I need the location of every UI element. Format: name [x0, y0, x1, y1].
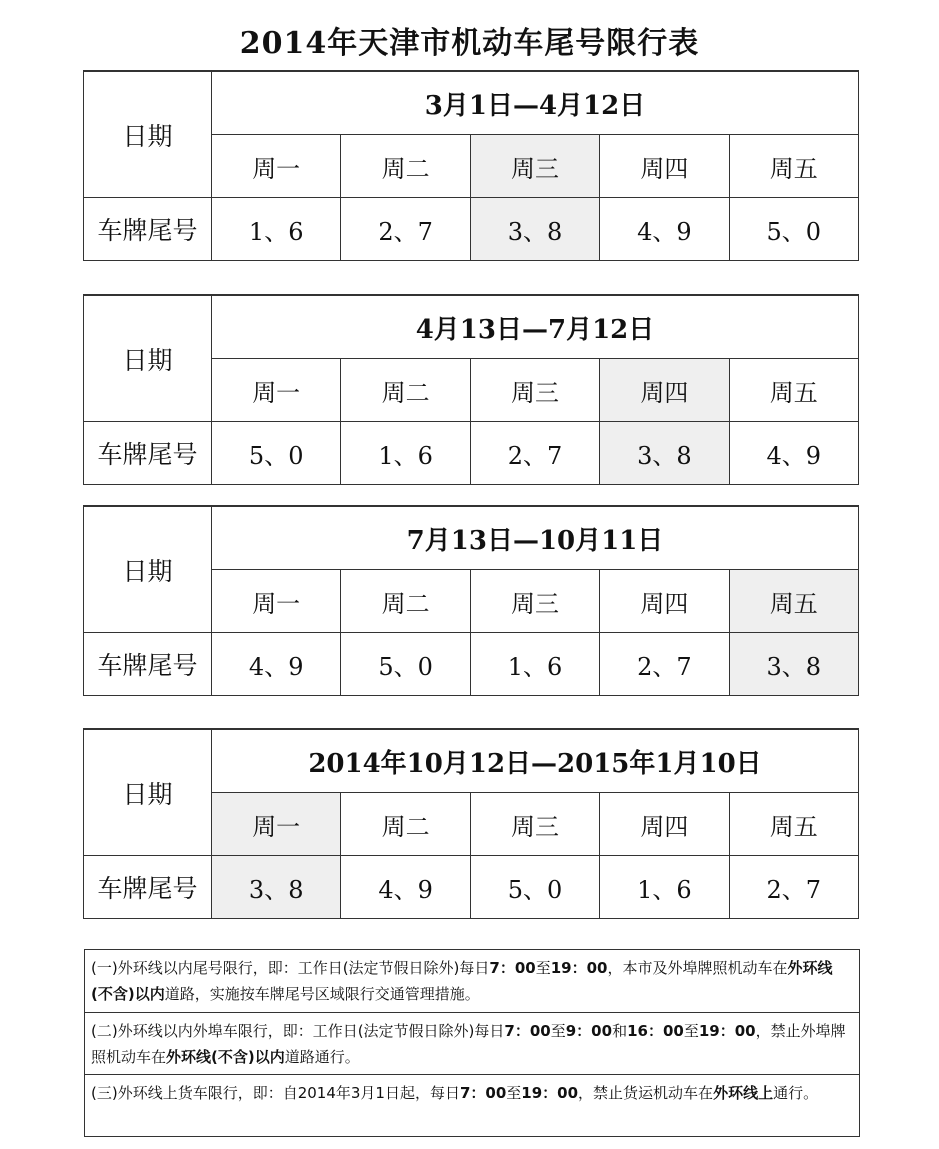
schedule-table-1 [83, 70, 859, 261]
plate-cell: 1、6 [212, 198, 341, 261]
note-emphasis: 7：00 [504, 1022, 551, 1040]
note-emphasis: 7：00 [489, 959, 536, 977]
note-text: ，本市及外埠牌照机动车在 [607, 959, 788, 977]
note-emphasis: 16：00 [627, 1022, 684, 1040]
schedule-table-3 [83, 505, 859, 696]
note-text: (一)外环线以内尾号限行，即：工作日(法定节假日除外)每日 [91, 959, 490, 977]
note-text: (三)外环线上货车限行，即：自2014年3月1日起，每日 [91, 1084, 460, 1102]
weekday-cell: 周三 [470, 793, 599, 856]
plate-label: 车牌尾号 [84, 633, 212, 696]
note-text: 道路通行。 [284, 1048, 360, 1066]
plate-cell-highlighted: 3、8 [470, 198, 599, 261]
weekday-cell: 周三 [470, 359, 599, 422]
plate-cell: 4、9 [341, 856, 470, 919]
weekday-cell-highlighted: 周四 [600, 359, 729, 422]
weekday-cell: 周二 [341, 135, 470, 198]
weekday-cell-highlighted: 周一 [212, 793, 341, 856]
note-text: ，禁止货运机动车在 [578, 1084, 714, 1102]
note-text: 和 [612, 1022, 628, 1040]
plate-cell: 2、7 [729, 856, 858, 919]
note-text: 通行。 [773, 1084, 819, 1102]
date-range: 4月13日—7月12日 [212, 295, 859, 359]
note-text: 至 [535, 959, 551, 977]
plate-label: 车牌尾号 [84, 198, 212, 261]
note-emphasis: 19：00 [698, 1022, 756, 1040]
note-text: 至 [506, 1084, 522, 1102]
schedule-table-2 [83, 294, 859, 485]
weekday-cell: 周四 [600, 570, 729, 633]
plate-cell-highlighted: 3、8 [600, 422, 729, 485]
plate-cell: 5、0 [341, 633, 470, 696]
date-range: 3月1日—4月12日 [212, 71, 859, 135]
weekday-cell: 周一 [212, 359, 341, 422]
notes-box [84, 949, 860, 1137]
note-emphasis: 19：00 [550, 959, 608, 977]
plate-cell: 1、6 [600, 856, 729, 919]
plate-cell: 4、9 [600, 198, 729, 261]
note-1 [85, 950, 859, 1012]
note-text: 至 [550, 1022, 566, 1040]
plate-cell: 2、7 [341, 198, 470, 261]
plate-cell-highlighted: 3、8 [212, 856, 341, 919]
weekday-cell: 周一 [212, 135, 341, 198]
date-label: 日期 [84, 506, 212, 633]
date-range: 7月13日—10月11日 [212, 506, 859, 570]
date-label: 日期 [84, 71, 212, 198]
weekday-cell: 周三 [470, 570, 599, 633]
weekday-cell: 周四 [600, 793, 729, 856]
plate-cell: 2、7 [470, 422, 599, 485]
note-emphasis: 7：00 [459, 1084, 507, 1102]
note-text: 至 [683, 1022, 699, 1040]
plate-cell-highlighted: 3、8 [729, 633, 858, 696]
date-range: 2014年10月12日—2015年1月10日 [212, 729, 859, 793]
note-text: ，禁止外埠牌照机动车在 [91, 1022, 846, 1066]
weekday-cell: 周五 [729, 793, 858, 856]
plate-cell: 1、6 [470, 633, 599, 696]
weekday-cell: 周二 [341, 793, 470, 856]
date-label: 日期 [84, 729, 212, 856]
plate-cell: 2、7 [600, 633, 729, 696]
plate-cell: 5、0 [212, 422, 341, 485]
schedule-table-4 [83, 728, 859, 919]
plate-cell: 4、9 [729, 422, 858, 485]
weekday-cell: 周一 [212, 570, 341, 633]
note-emphasis: 外环线上 [713, 1084, 774, 1102]
plate-label: 车牌尾号 [84, 856, 212, 919]
date-label: 日期 [84, 295, 212, 422]
page-title: 2014年天津市机动车尾号限行表 [239, 26, 700, 61]
note-emphasis: 外环线(不含)以内 [166, 1048, 285, 1066]
weekday-cell: 周五 [729, 359, 858, 422]
note-text: (二)外环线以内外埠车限行，即：工作日(法定节假日除外)每日 [91, 1022, 505, 1040]
note-emphasis: 9：00 [565, 1022, 613, 1040]
plate-cell: 1、6 [341, 422, 470, 485]
weekday-cell: 周二 [341, 359, 470, 422]
weekday-cell-highlighted: 周五 [729, 570, 858, 633]
plate-cell: 5、0 [729, 198, 858, 261]
weekday-cell: 周五 [729, 135, 858, 198]
plate-cell: 5、0 [470, 856, 599, 919]
plate-label: 车牌尾号 [84, 422, 212, 485]
note-emphasis: 19：00 [521, 1084, 579, 1102]
weekday-cell: 周四 [600, 135, 729, 198]
weekday-cell-highlighted: 周三 [470, 135, 599, 198]
note-3 [85, 1074, 859, 1136]
weekday-cell: 周二 [341, 570, 470, 633]
plate-cell: 4、9 [212, 633, 341, 696]
note-emphasis: 外环线(不含)以内 [91, 959, 833, 1003]
note-2 [85, 1012, 859, 1074]
note-text: 道路，实施按车牌尾号区域限行交通管理措施。 [164, 985, 480, 1003]
